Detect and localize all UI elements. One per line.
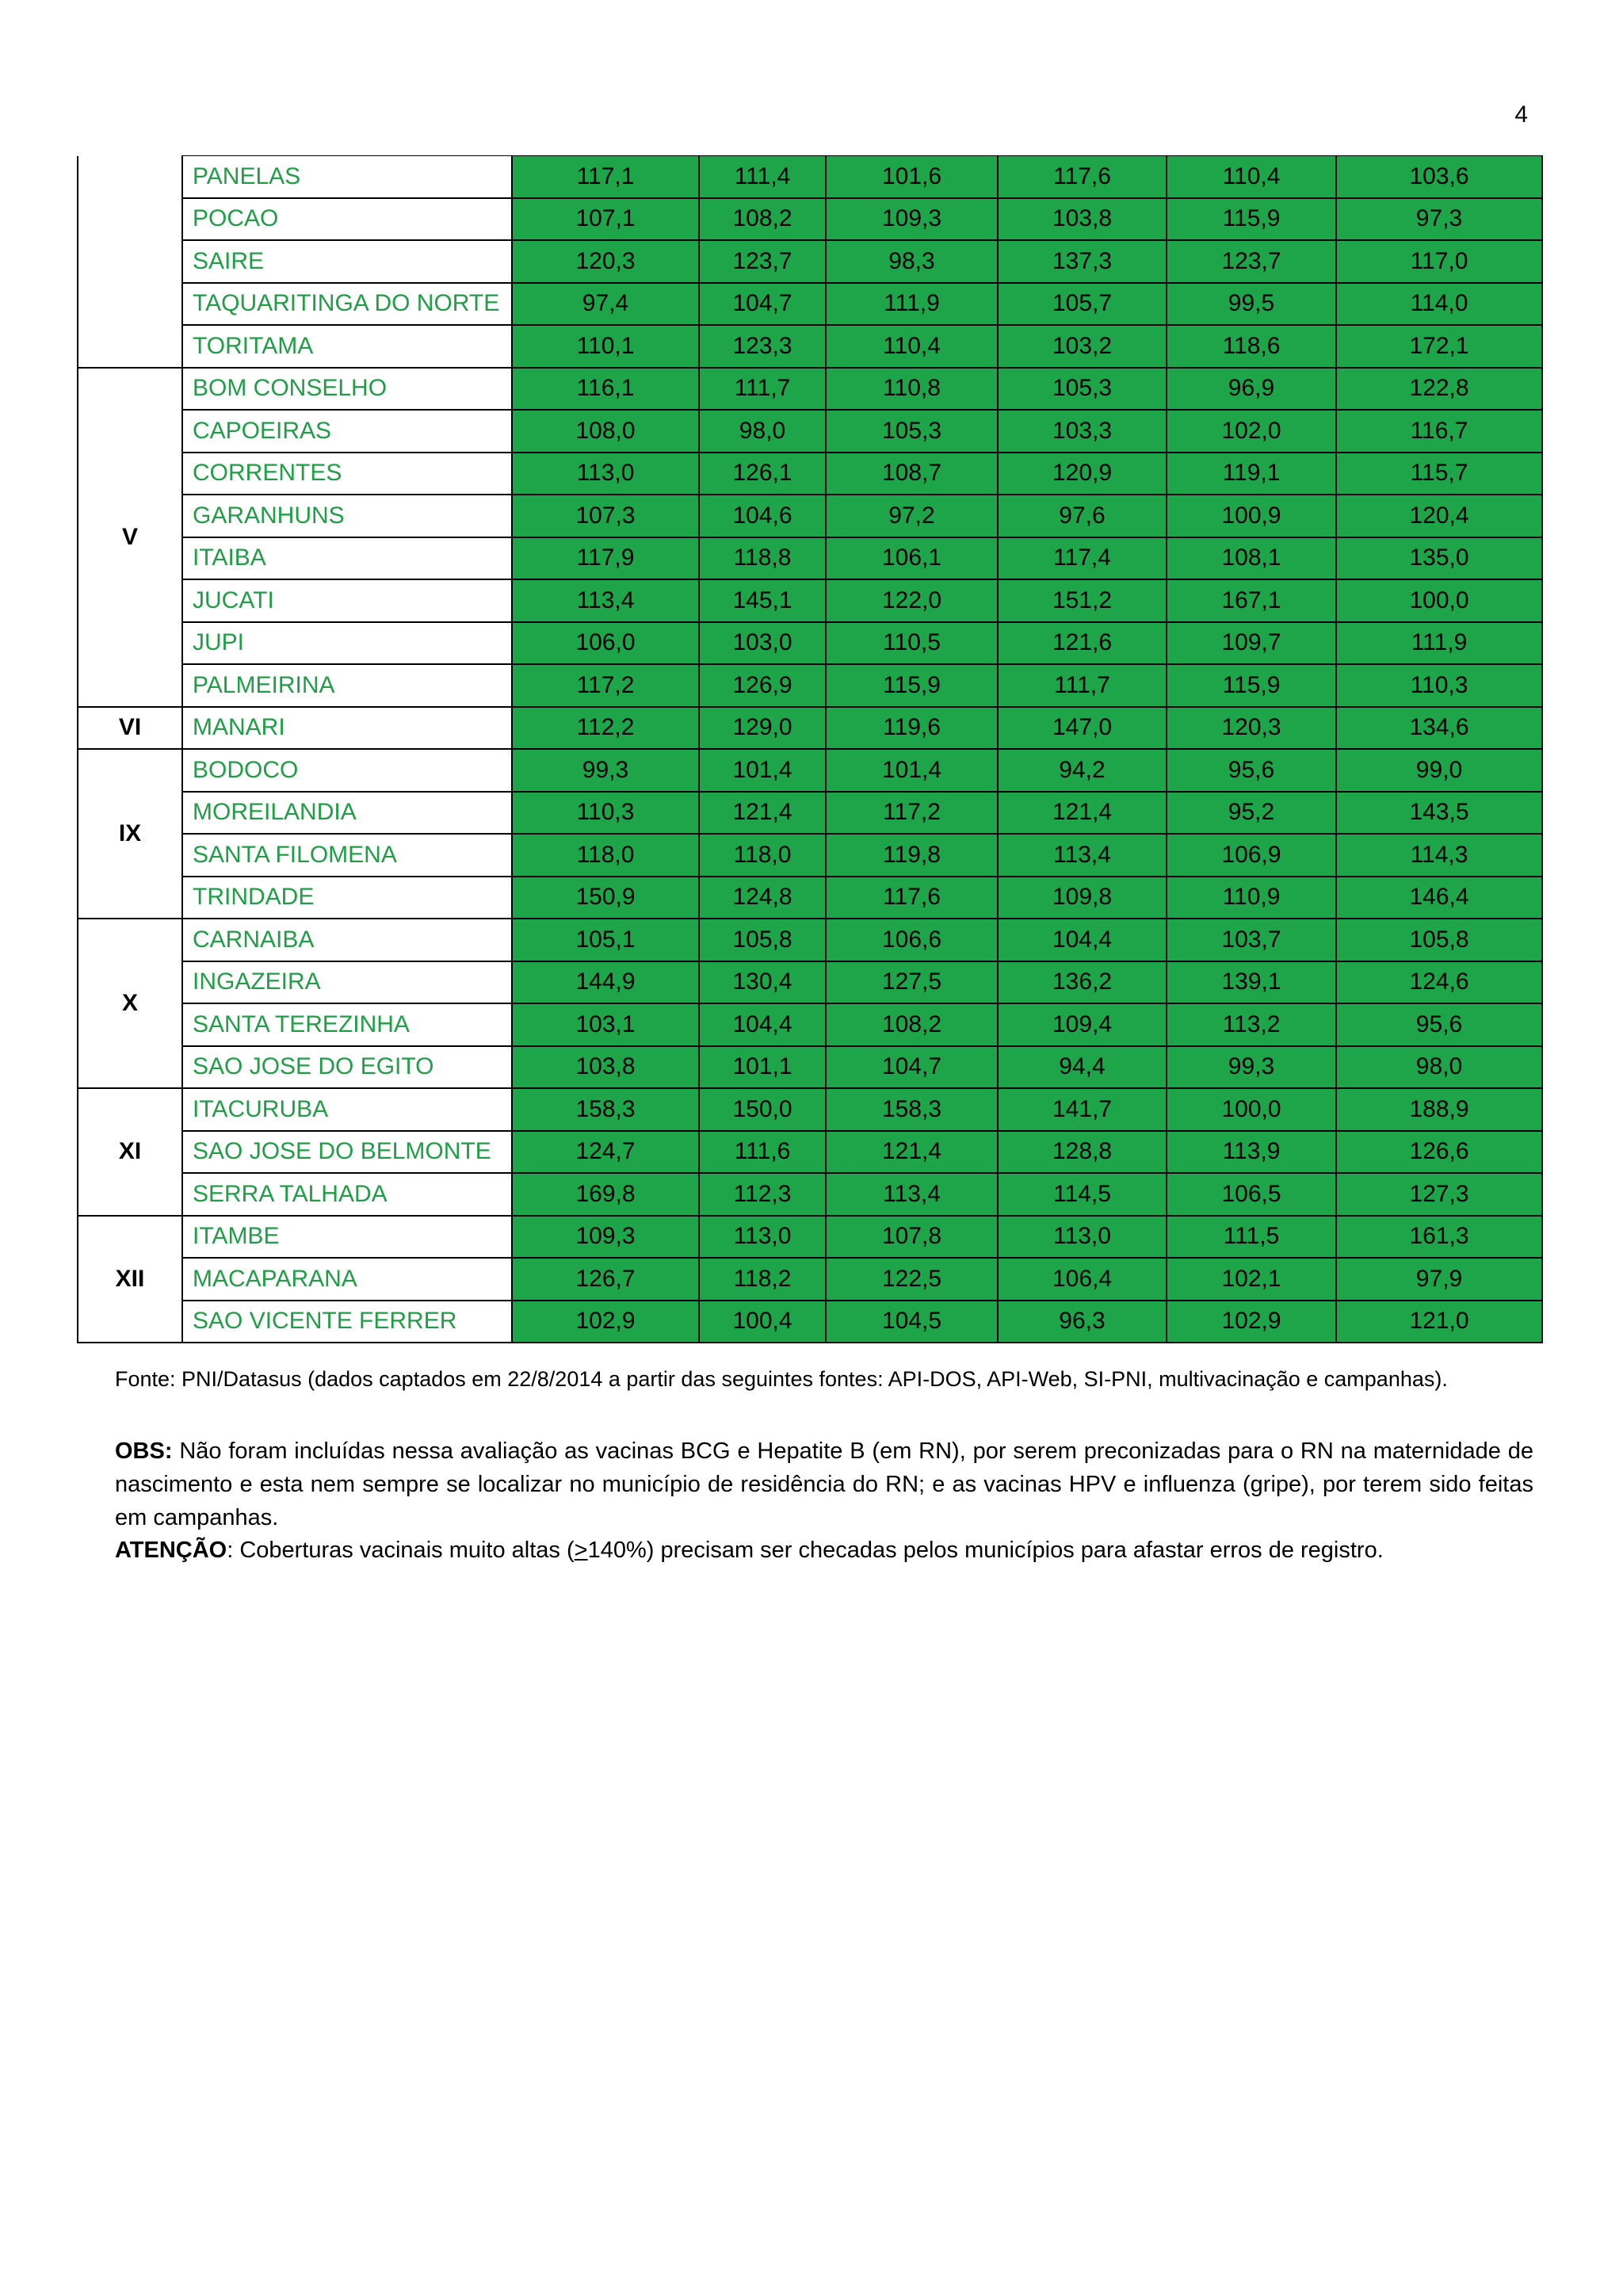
table-row (78, 495, 1542, 537)
table-body (78, 156, 1542, 1343)
coverage-value: 118,0 (699, 834, 826, 877)
coverage-value: 110,3 (512, 792, 699, 835)
coverage-value: 117,2 (512, 664, 699, 707)
table-row (78, 622, 1542, 665)
coverage-value: 107,1 (512, 198, 699, 241)
coverage-value: 106,4 (998, 1258, 1167, 1301)
coverage-value: 109,7 (1167, 622, 1336, 665)
coverage-value: 107,8 (826, 1216, 998, 1259)
coverage-value: 100,0 (1336, 579, 1542, 622)
greater-equal-symbol: > (574, 1538, 588, 1563)
coverage-value: 103,8 (512, 1046, 699, 1089)
coverage-value: 106,9 (1167, 834, 1336, 877)
coverage-value: 127,3 (1336, 1173, 1542, 1216)
obs-text: Não foram incluídas nessa avaliação as vacinas BCG e Hepatite B (em RN), por serem preconizadas para o RN na maternidade de nascimento e esta nem sempre se localizar no município de residência do RN; e as vacinas HPV e influenza (gripe), por terem sido feitas em campanhas. (115, 1438, 1533, 1530)
coverage-value: 112,2 (512, 707, 699, 750)
coverage-value: 109,3 (512, 1216, 699, 1259)
coverage-value: 118,0 (512, 834, 699, 877)
coverage-value: 108,1 (1167, 537, 1336, 580)
coverage-value: 94,4 (998, 1046, 1167, 1089)
coverage-value: 109,3 (826, 198, 998, 241)
coverage-value: 113,9 (1167, 1131, 1336, 1174)
coverage-value: 111,7 (699, 368, 826, 411)
coverage-value: 108,2 (826, 1003, 998, 1046)
coverage-value: 103,6 (1336, 156, 1542, 198)
coverage-value: 102,9 (1167, 1301, 1336, 1343)
coverage-value: 106,0 (512, 622, 699, 665)
coverage-value: 117,9 (512, 537, 699, 580)
coverage-value: 111,9 (1336, 622, 1542, 665)
table-row (78, 1088, 1542, 1131)
region-cell: X (78, 919, 182, 1088)
attention-text-post: 140%) precisam ser checadas pelos municípios para afastar erros de registro. (587, 1538, 1384, 1563)
coverage-value: 119,1 (1167, 453, 1336, 495)
municipality-name: ITAMBE (182, 1216, 512, 1259)
coverage-value: 100,4 (699, 1301, 826, 1343)
municipality-name: SAO JOSE DO EGITO (182, 1046, 512, 1089)
region-cell: V (78, 368, 182, 707)
municipality-name: JUCATI (182, 579, 512, 622)
coverage-value: 108,2 (699, 198, 826, 241)
coverage-value: 103,1 (512, 1003, 699, 1046)
coverage-value: 95,6 (1167, 749, 1336, 792)
coverage-value: 169,8 (512, 1173, 699, 1216)
coverage-value: 188,9 (1336, 1088, 1542, 1131)
municipality-name: BODOCO (182, 749, 512, 792)
coverage-value: 121,4 (826, 1131, 998, 1174)
coverage-value: 120,3 (1167, 707, 1336, 750)
coverage-value: 103,2 (998, 325, 1167, 368)
coverage-value: 105,3 (998, 368, 1167, 411)
coverage-value: 116,1 (512, 368, 699, 411)
coverage-value: 150,0 (699, 1088, 826, 1131)
coverage-value: 109,4 (998, 1003, 1167, 1046)
table-row (78, 664, 1542, 707)
coverage-value: 172,1 (1336, 325, 1542, 368)
table-row (78, 707, 1542, 750)
table-row (78, 368, 1542, 411)
municipality-name: CARNAIBA (182, 919, 512, 961)
coverage-value: 117,6 (998, 156, 1167, 198)
coverage-value: 113,4 (826, 1173, 998, 1216)
coverage-value: 98,0 (699, 410, 826, 453)
coverage-value: 113,0 (998, 1216, 1167, 1259)
coverage-value: 146,4 (1336, 877, 1542, 919)
source-note: Fonte: PNI/Datasus (dados captados em 22/8/2014 a partir das seguintes fontes: API-DOS, API-Web, SI-PNI, multivacinação e campanhas). (115, 1367, 1448, 1391)
municipality-name: TAQUARITINGA DO NORTE (182, 283, 512, 326)
coverage-value: 105,8 (699, 919, 826, 961)
coverage-value: 118,6 (1167, 325, 1336, 368)
coverage-value: 117,4 (998, 537, 1167, 580)
coverage-value: 94,2 (998, 749, 1167, 792)
coverage-value: 122,8 (1336, 368, 1542, 411)
coverage-value: 103,8 (998, 198, 1167, 241)
coverage-value: 101,4 (826, 749, 998, 792)
region-cell: IX (78, 749, 182, 919)
table-row (78, 749, 1542, 792)
coverage-value: 115,9 (1167, 664, 1336, 707)
coverage-value: 117,0 (1336, 240, 1542, 283)
municipality-name: SERRA TALHADA (182, 1173, 512, 1216)
attention-text-pre: : Coberturas vacinais muito altas ( (227, 1538, 575, 1563)
municipality-name: PANELAS (182, 156, 512, 198)
coverage-value: 106,6 (826, 919, 998, 961)
coverage-value: 128,8 (998, 1131, 1167, 1174)
coverage-value: 108,7 (826, 453, 998, 495)
coverage-value: 167,1 (1167, 579, 1336, 622)
coverage-value: 98,3 (826, 240, 998, 283)
coverage-value: 109,8 (998, 877, 1167, 919)
table-row (78, 283, 1542, 326)
page-number: 4 (1514, 101, 1528, 128)
municipality-name: MACAPARANA (182, 1258, 512, 1301)
municipality-name: TORITAMA (182, 325, 512, 368)
coverage-value: 144,9 (512, 961, 699, 1004)
coverage-value: 129,0 (699, 707, 826, 750)
coverage-value: 114,5 (998, 1173, 1167, 1216)
coverage-value: 113,0 (512, 453, 699, 495)
municipality-name: MOREILANDIA (182, 792, 512, 835)
municipality-name: POCAO (182, 198, 512, 241)
coverage-value: 100,9 (1167, 495, 1336, 537)
coverage-value: 141,7 (998, 1088, 1167, 1131)
coverage-value: 103,7 (1167, 919, 1336, 961)
vaccination-coverage-table (77, 155, 1543, 1343)
coverage-value: 103,0 (699, 622, 826, 665)
coverage-value: 110,9 (1167, 877, 1336, 919)
table-row (78, 1173, 1542, 1216)
coverage-value: 102,1 (1167, 1258, 1336, 1301)
coverage-value: 119,6 (826, 707, 998, 750)
coverage-value: 105,8 (1336, 919, 1542, 961)
coverage-value: 105,7 (998, 283, 1167, 326)
coverage-value: 105,1 (512, 919, 699, 961)
coverage-value: 119,8 (826, 834, 998, 877)
region-cell: XII (78, 1216, 182, 1343)
attention-note (115, 1534, 1533, 1567)
table-row (78, 834, 1542, 877)
municipality-name: GARANHUNS (182, 495, 512, 537)
coverage-value: 99,3 (1167, 1046, 1336, 1089)
coverage-value: 126,6 (1336, 1131, 1542, 1174)
coverage-value: 95,2 (1167, 792, 1336, 835)
coverage-value: 104,7 (826, 1046, 998, 1089)
obs-note (115, 1435, 1533, 1534)
coverage-value: 101,4 (699, 749, 826, 792)
coverage-value: 161,3 (1336, 1216, 1542, 1259)
coverage-value: 150,9 (512, 877, 699, 919)
coverage-value: 97,2 (826, 495, 998, 537)
coverage-value: 117,2 (826, 792, 998, 835)
region-cell: VI (78, 707, 182, 750)
coverage-value: 104,4 (699, 1003, 826, 1046)
table-row (78, 156, 1542, 198)
coverage-value: 97,3 (1336, 198, 1542, 241)
table-row (78, 961, 1542, 1004)
coverage-value: 114,3 (1336, 834, 1542, 877)
coverage-value: 118,8 (699, 537, 826, 580)
table-row (78, 1258, 1542, 1301)
region-cell: XI (78, 1088, 182, 1216)
coverage-value: 115,7 (1336, 453, 1542, 495)
municipality-name: JUPI (182, 622, 512, 665)
coverage-value: 120,3 (512, 240, 699, 283)
coverage-value: 98,0 (1336, 1046, 1542, 1089)
coverage-value: 105,3 (826, 410, 998, 453)
coverage-value: 115,9 (826, 664, 998, 707)
municipality-name: SAIRE (182, 240, 512, 283)
coverage-value: 104,7 (699, 283, 826, 326)
coverage-value: 110,8 (826, 368, 998, 411)
coverage-value: 116,7 (1336, 410, 1542, 453)
coverage-value: 104,6 (699, 495, 826, 537)
table-row (78, 1131, 1542, 1174)
region-cell (78, 156, 182, 368)
coverage-value: 145,1 (699, 579, 826, 622)
coverage-value: 151,2 (998, 579, 1167, 622)
coverage-value: 120,9 (998, 453, 1167, 495)
coverage-value: 113,0 (699, 1216, 826, 1259)
coverage-value: 106,5 (1167, 1173, 1336, 1216)
table-row (78, 877, 1542, 919)
coverage-value: 130,4 (699, 961, 826, 1004)
coverage-value: 102,9 (512, 1301, 699, 1343)
coverage-value: 121,4 (699, 792, 826, 835)
coverage-value: 135,0 (1336, 537, 1542, 580)
coverage-value: 104,5 (826, 1301, 998, 1343)
coverage-value: 115,9 (1167, 198, 1336, 241)
table-row (78, 579, 1542, 622)
coverage-value: 110,1 (512, 325, 699, 368)
table-row (78, 240, 1542, 283)
coverage-value: 122,5 (826, 1258, 998, 1301)
coverage-value: 110,4 (826, 325, 998, 368)
municipality-name: MANARI (182, 707, 512, 750)
coverage-value: 111,6 (699, 1131, 826, 1174)
coverage-value: 110,5 (826, 622, 998, 665)
municipality-name: ITACURUBA (182, 1088, 512, 1131)
coverage-value: 99,5 (1167, 283, 1336, 326)
coverage-value: 108,0 (512, 410, 699, 453)
attention-label: ATENÇÃO (115, 1538, 227, 1563)
coverage-value: 120,4 (1336, 495, 1542, 537)
coverage-value: 113,4 (998, 834, 1167, 877)
coverage-value: 123,7 (699, 240, 826, 283)
table-row (78, 792, 1542, 835)
coverage-value: 100,0 (1167, 1088, 1336, 1131)
coverage-value: 96,9 (1167, 368, 1336, 411)
municipality-name: CORRENTES (182, 453, 512, 495)
coverage-value: 103,3 (998, 410, 1167, 453)
coverage-value: 111,9 (826, 283, 998, 326)
coverage-value: 102,0 (1167, 410, 1336, 453)
coverage-value: 126,1 (699, 453, 826, 495)
coverage-value: 111,5 (1167, 1216, 1336, 1259)
coverage-value: 121,4 (998, 792, 1167, 835)
municipality-name: ITAIBA (182, 537, 512, 580)
coverage-value: 143,5 (1336, 792, 1542, 835)
coverage-value: 137,3 (998, 240, 1167, 283)
coverage-value: 96,3 (998, 1301, 1167, 1343)
coverage-value: 124,8 (699, 877, 826, 919)
coverage-value: 127,5 (826, 961, 998, 1004)
coverage-value: 139,1 (1167, 961, 1336, 1004)
coverage-value: 117,1 (512, 156, 699, 198)
coverage-value: 126,9 (699, 664, 826, 707)
coverage-value: 97,4 (512, 283, 699, 326)
coverage-value: 147,0 (998, 707, 1167, 750)
obs-label: OBS: (115, 1438, 173, 1464)
coverage-value: 124,7 (512, 1131, 699, 1174)
coverage-value: 111,7 (998, 664, 1167, 707)
coverage-value: 113,2 (1167, 1003, 1336, 1046)
municipality-name: SAO JOSE DO BELMONTE (182, 1131, 512, 1174)
coverage-value: 158,3 (512, 1088, 699, 1131)
table-row (78, 919, 1542, 961)
table-row (78, 453, 1542, 495)
municipality-name: SANTA FILOMENA (182, 834, 512, 877)
coverage-value: 136,2 (998, 961, 1167, 1004)
coverage-value: 123,3 (699, 325, 826, 368)
coverage-value: 122,0 (826, 579, 998, 622)
municipality-name: INGAZEIRA (182, 961, 512, 1004)
municipality-name: TRINDADE (182, 877, 512, 919)
coverage-value: 111,4 (699, 156, 826, 198)
coverage-value: 97,6 (998, 495, 1167, 537)
coverage-value: 121,0 (1336, 1301, 1542, 1343)
table-row (78, 198, 1542, 241)
coverage-value: 134,6 (1336, 707, 1542, 750)
municipality-name: BOM CONSELHO (182, 368, 512, 411)
coverage-value: 95,6 (1336, 1003, 1542, 1046)
table-row (78, 1216, 1542, 1259)
coverage-value: 104,4 (998, 919, 1167, 961)
coverage-value: 118,2 (699, 1258, 826, 1301)
table-row (78, 537, 1542, 580)
municipality-name: PALMEIRINA (182, 664, 512, 707)
coverage-value: 124,6 (1336, 961, 1542, 1004)
coverage-value: 101,1 (699, 1046, 826, 1089)
table-row (78, 410, 1542, 453)
coverage-value: 99,0 (1336, 749, 1542, 792)
coverage-value: 114,0 (1336, 283, 1542, 326)
coverage-value: 110,4 (1167, 156, 1336, 198)
coverage-value: 99,3 (512, 749, 699, 792)
table-row (78, 1301, 1542, 1343)
coverage-value: 158,3 (826, 1088, 998, 1131)
coverage-value: 121,6 (998, 622, 1167, 665)
coverage-value: 110,3 (1336, 664, 1542, 707)
coverage-value: 123,7 (1167, 240, 1336, 283)
coverage-value: 126,7 (512, 1258, 699, 1301)
municipality-name: SAO VICENTE FERRER (182, 1301, 512, 1343)
coverage-value: 101,6 (826, 156, 998, 198)
table-row (78, 1046, 1542, 1089)
table-row (78, 1003, 1542, 1046)
municipality-name: CAPOEIRAS (182, 410, 512, 453)
coverage-value: 117,6 (826, 877, 998, 919)
coverage-value: 106,1 (826, 537, 998, 580)
table-row (78, 325, 1542, 368)
municipality-name: SANTA TEREZINHA (182, 1003, 512, 1046)
coverage-value: 112,3 (699, 1173, 826, 1216)
coverage-value: 97,9 (1336, 1258, 1542, 1301)
coverage-value: 107,3 (512, 495, 699, 537)
coverage-value: 113,4 (512, 579, 699, 622)
